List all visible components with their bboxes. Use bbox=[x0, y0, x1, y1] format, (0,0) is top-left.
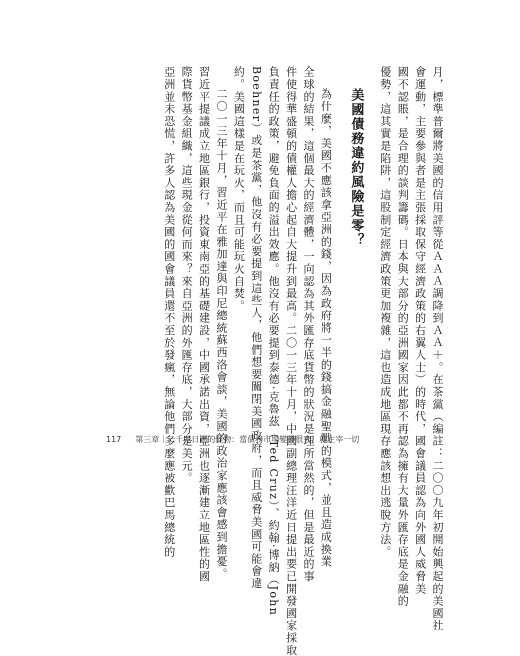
paragraph-line: 件使得華盛頓的債權人擔心起自大提升到最高。二〇一三年十月，中國副總理汪洋近日提出要已開發國家採取 bbox=[284, 66, 298, 656]
paragraph-line: 負責任的政策，避免負面的溢出效應。他沒有必要提到泰德·克魯茲（Ted Cruz）、約翰·博納（John bbox=[267, 66, 281, 617]
paragraph-line: 亞洲並未恐慌，許多人認為美國的國會議員還不至於發瘋，無論他們多麼應被歡巴馬總統的 bbox=[162, 66, 176, 558]
paragraph-line: 月，標準普爾將美國的信用評等從ＡＡＡ調降到ＡＡ＋。在茶黨（編註：二〇〇九年初開始興起的美國社 bbox=[431, 66, 444, 632]
paragraph-line: 為什麼，美國不應該拿亞洲的錢，因為政府將一半的錢搞金融聖戰的模式，並且造成換業 bbox=[319, 88, 333, 568]
paragraph-line: 優勢，這其實是陷阱，這股制定經濟政策更加複雜，這也造成地區現存應該想出逃脫方法。 bbox=[378, 66, 392, 558]
paragraph-line: 二〇一三年十月，習近平在雅加達與印尼總統蘇西洛會談，美國的政治家應該會感到擔憂。 bbox=[214, 88, 228, 580]
paragraph-line: 習近平提議成立地區銀行，投資東南亞的基礎建設，中國承諾出資，亞洲也逐漸建立地區性的國 bbox=[197, 66, 211, 583]
paragraph-line: 全球的結果，這個最大的經濟體，一向認為其外匯存底貨幣的狀況是理所當然的，但是最近的事 bbox=[301, 66, 315, 583]
running-chapter-title: 第三章｜一千兆日圓的怪物：當債務市場變得很大，就主宰一切 bbox=[135, 435, 360, 444]
page-footer bbox=[106, 434, 359, 445]
paragraph-line: 會運動，主要參與者是主張採取保守經濟政策的右翼人士）的時代，國會議員認為向外國人威脅美 bbox=[413, 66, 427, 595]
paragraph-line: 國不認賬，是合理的談判籌碼。日本與大部分的亞洲國家因此都不再認為擁有大量外匯存底是金融的 bbox=[396, 66, 410, 608]
paragraph-line: Boehner）或是茶黨，他沒有必要提到這些人，他們想要關閉美國政府，而且威脅美國可能會違 bbox=[249, 66, 263, 590]
section-heading: 美國債務違約風險是零？ bbox=[348, 88, 364, 248]
paragraph-line: 際貨幣基金組織，這些現金從何而來？來自亞洲的外匯存底，大部分是美元。 bbox=[180, 66, 194, 485]
page-number: 117 bbox=[106, 435, 122, 444]
paragraph-line: 約。美國這樣是在玩火，而且可能玩火自焚。 bbox=[232, 66, 246, 312]
